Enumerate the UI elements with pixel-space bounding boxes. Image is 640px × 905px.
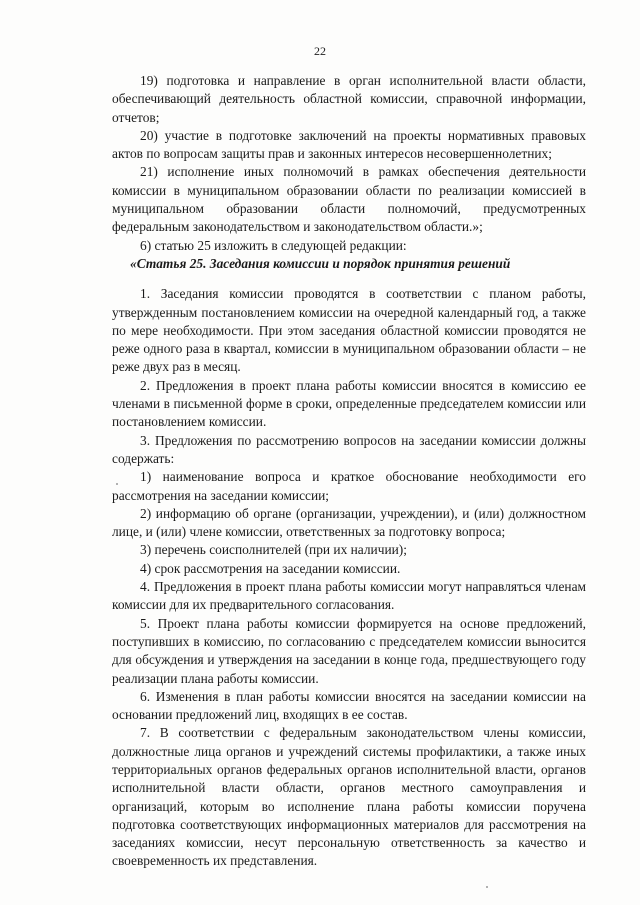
paragraph-amendment-6: 6) статью 25 изложить в следующей редакции: — [140, 237, 407, 253]
paragraph-article-3-item-3: 3) перечень соисполнителей (при их наличии); — [140, 542, 407, 558]
paragraph-article-5: 5. Проект плана работы комиссии формируется на основе предложений, поступивших в комиссию, по согласованию с председателем комиссии выносится для обсуждения и утверждения на заседании в конце года, предшествующего году реализации плана работы комиссии. — [112, 615, 586, 686]
paragraph-article-3-item-4: 4) срок рассмотрения на заседании комиссии. — [140, 560, 401, 576]
paragraph-article-3-item-1: 1) наименование вопроса и краткое обоснование необходимости его рассмотрения на заседании комиссии; — [112, 469, 586, 503]
paragraph-article-4: 4. Предложения в проект плана работы комиссии могут направляться членам комиссии для их предварительного согласования. — [112, 579, 586, 613]
article-heading: «Статья 25. Заседания комиссии и порядок принятия решений — [130, 255, 511, 271]
scan-speck — [116, 483, 118, 485]
paragraph-19: 19) подготовка и направление в орган исполнительной власти области, обеспечивающий деятельность областной комиссии, справочной информации, отчетов; — [112, 73, 586, 125]
paragraph-article-7: 7. В соответствии с федеральным законодательством члены комиссии, должностные лица органов и учреждений системы профилактики, а также иных территориальных органов федеральных органов исполнительной власти, органов исполнительной власти области, органов местного самоуправления и организаций, которым во исполнение плана работы комиссии поручена подготовка соответствующих информационных материалов для рассмотрения на заседаниях комиссии, несут персональную ответственность за качество и своевременность их представления. — [112, 725, 586, 869]
paragraph-article-3: 3. Предложения по рассмотрению вопросов на заседании комиссии должны содержать: — [112, 432, 586, 466]
paragraph-article-2: 2. Предложения в проект плана работы комиссии вносятся в комиссию ее членами в письменной форме в сроки, определенные председателем комиссии или постановлением комиссии. — [112, 377, 586, 430]
paragraph-20: 20) участие в подготовке заключений на проекты нормативных правовых актов по вопросам защиты прав и законных интересов несовершеннолетних; — [112, 127, 586, 162]
scan-speck — [486, 886, 488, 888]
page-number: 22 — [314, 44, 326, 58]
paragraph-article-6: 6. Изменения в план работы комиссии вносятся на заседании комиссии на основании предложений лиц, входящих в ее состав. — [112, 688, 586, 723]
paragraph-21: 21) исполнение иных полномочий в рамках обеспечения деятельности комиссии в муниципальном образовании области по реализации комиссией в муниципальном образовании области полномочий, предусмотренных федеральным законодательством и законодательством области.»; — [112, 164, 586, 235]
document-body — [112, 72, 586, 871]
paragraph-article-3-item-2: 2) информацию об органе (организации, учреждении), и (или) должностном лице, и (или) члене комиссии, ответственных за подготовку вопроса; — [112, 505, 586, 540]
paragraph-article-1: 1. Заседания комиссии проводятся в соответствии с планом работы, утвержденным постановлением комиссии на очередной календарный год, а также по мере необходимости. При этом заседания областной комиссии проводятся не реже одного раза в квартал, комиссии в муниципальном образовании области – не реже двух раз в месяц. — [112, 286, 586, 375]
